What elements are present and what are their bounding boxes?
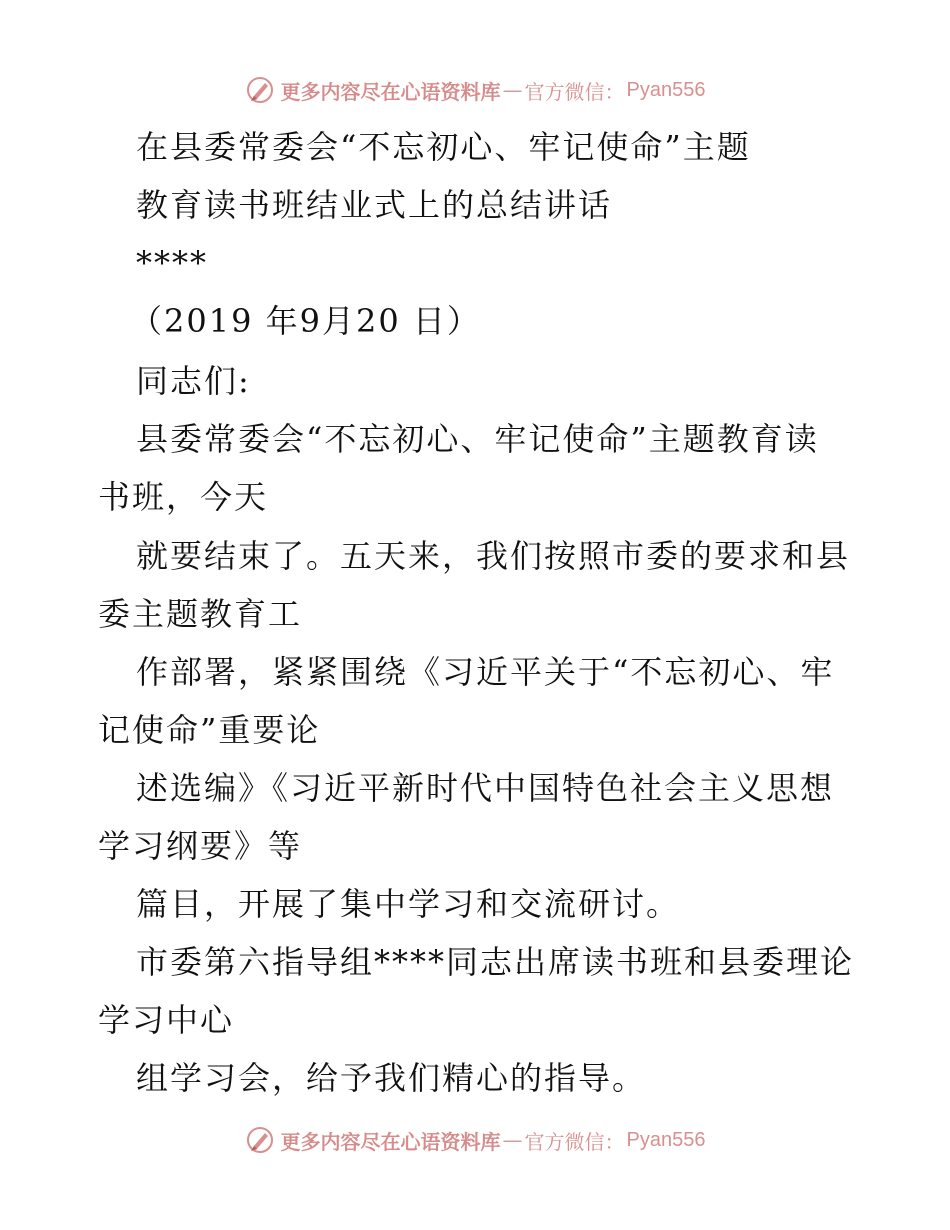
watermark-id: Pyan556 (626, 1128, 706, 1151)
body-line: 记使命”重要论 (98, 711, 321, 749)
title-line-2: 教育读书班结业式上的总结讲话 (136, 186, 613, 224)
body-line: 就要结束了。五天来，我们按照市委的要求和县 (136, 537, 851, 575)
watermark-label: 官方微信： (524, 1129, 625, 1154)
watermark-dash: — (502, 78, 523, 102)
body-line: 组学习会，给予我们精心的指导。 (136, 1059, 647, 1097)
body-line: 篇目，开展了集中学习和交流研讨。 (136, 885, 681, 923)
body-line: 市委第六指导组****同志出席读书班和县委理论 (136, 943, 855, 981)
body-line: 县委常委会“不忘初心、牢记使命”主题教育读 (136, 420, 819, 458)
salutation: 同志们: (136, 362, 251, 400)
watermark-dash: — (502, 1128, 523, 1152)
body-line: 学习中心 (98, 1001, 235, 1039)
pen-logo-icon (245, 1125, 275, 1155)
date-line: （2019 年9月20 日） (130, 302, 481, 340)
author-line: **** (136, 244, 208, 282)
watermark-id: Pyan556 (626, 78, 706, 101)
body-line: 作部署，紧紧围绕《习近平关于“不忘初心、牢 (136, 653, 835, 691)
body-line: 学习纲要》等 (98, 827, 303, 865)
body-line: 述选编》《习近平新时代中国特色社会主义思想 (136, 769, 835, 807)
watermark-footer (0, 1120, 950, 1160)
watermark-brand: 更多内容尽在心语资料库 (280, 1129, 501, 1154)
watermark-label: 官方微信： (524, 79, 625, 104)
title-line-1: 在县委常委会“不忘初心、牢记使命”主题 (136, 128, 751, 166)
body-line: 书班，今天 (98, 478, 269, 516)
body-line: 委主题教育工 (98, 595, 303, 633)
watermark-brand: 更多内容尽在心语资料库 (280, 79, 501, 104)
